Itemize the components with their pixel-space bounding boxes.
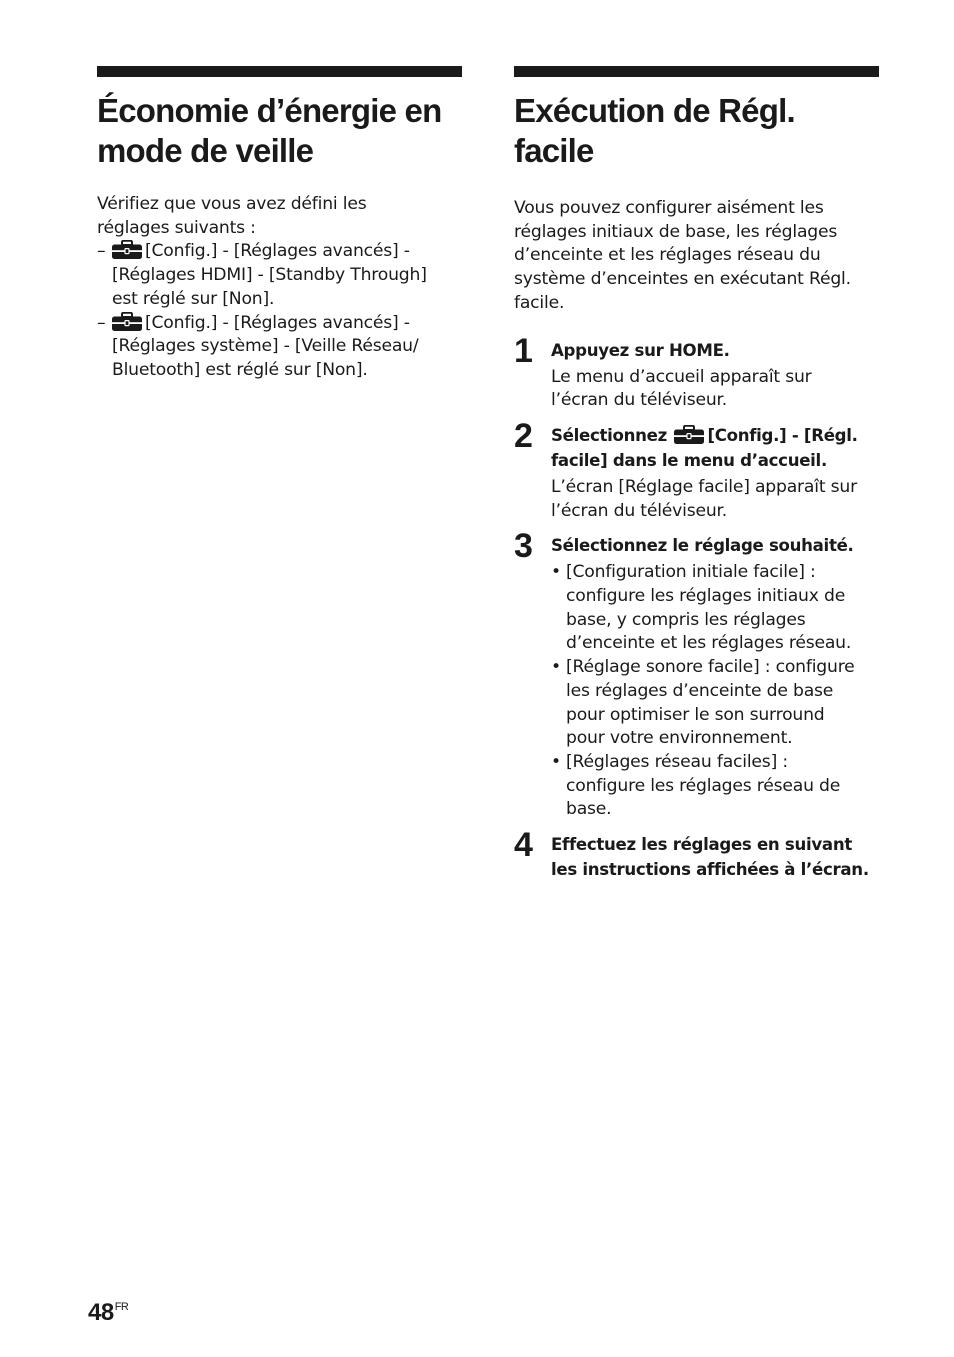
step-1 <box>514 331 879 413</box>
dash-marker: – <box>97 241 106 262</box>
step-title: Sélectionnez [Config.] - [Régl. facile] dans le menu d’accueil. <box>551 425 858 470</box>
step-description: Le menu d’accueil apparaît sur l’écran du téléviseur. <box>551 366 812 411</box>
step-title: Effectuez les réglages en suivant les instructions affichées à l’écran. <box>551 835 869 880</box>
section-title: Exécution de Régl. facile <box>514 92 795 169</box>
intro-text: Vous pouvez configurer aisément les réglages initiaux de base, les réglages d’enceinte et les réglages réseau du système d’enceintes en exécutant Régl. facile. <box>514 198 851 313</box>
section-rule <box>97 66 462 77</box>
step-number: 4 <box>514 826 532 865</box>
step-number: 2 <box>514 416 532 455</box>
step-number: 3 <box>514 527 532 566</box>
page-number: $48^{FR}$ <box>88 1299 129 1326</box>
language-code: FR <box>114 1301 129 1313</box>
section-standby-energy <box>97 66 462 383</box>
step-description: L’écran [Réglage facile] apparaît sur l’écran du téléviseur. <box>551 476 857 521</box>
section-rule <box>514 66 879 77</box>
section-easy-setup <box>514 66 879 882</box>
setting-item-standby-through: – [Config.] - [Réglages avancés] - [Réglages HDMI] - [Standby Through] est réglé sur [Non]. <box>97 241 427 309</box>
dash-marker: – <box>97 312 106 333</box>
toolbox-icon <box>112 240 142 259</box>
list-item: • [Réglages réseau faciles] : configure les réglages réseau de base. <box>551 751 841 820</box>
step-title: Appuyez sur HOME. <box>551 340 730 360</box>
step-number: 1 <box>514 331 532 370</box>
list-item: • [Réglage sonore facile] : configure les réglages d’enceinte de base pour optimiser le son surround pour votre environnement. <box>551 657 855 749</box>
setting-item-network-standby: – [Config.] - [Réglages avancés] - [Réglages système] - [Veille Réseau/ Bluetooth] est réglé sur [Non]. <box>97 312 419 380</box>
step-2 <box>514 416 879 523</box>
toolbox-icon <box>674 425 704 444</box>
option-list <box>551 561 879 822</box>
step-3 <box>514 527 879 822</box>
section-title: Économie d’énergie en mode de veille <box>97 92 442 169</box>
step-4 <box>514 826 879 882</box>
step-title: Sélectionnez le réglage souhaité. <box>551 536 854 556</box>
intro-text: Vérifiez que vous avez défini les réglages suivants : <box>97 194 367 238</box>
list-item: • [Configuration initiale facile] : configure les réglages initiaux de base, y compris les réglages d’enceinte et les réglages réseau. <box>551 562 852 654</box>
toolbox-icon <box>112 312 142 331</box>
